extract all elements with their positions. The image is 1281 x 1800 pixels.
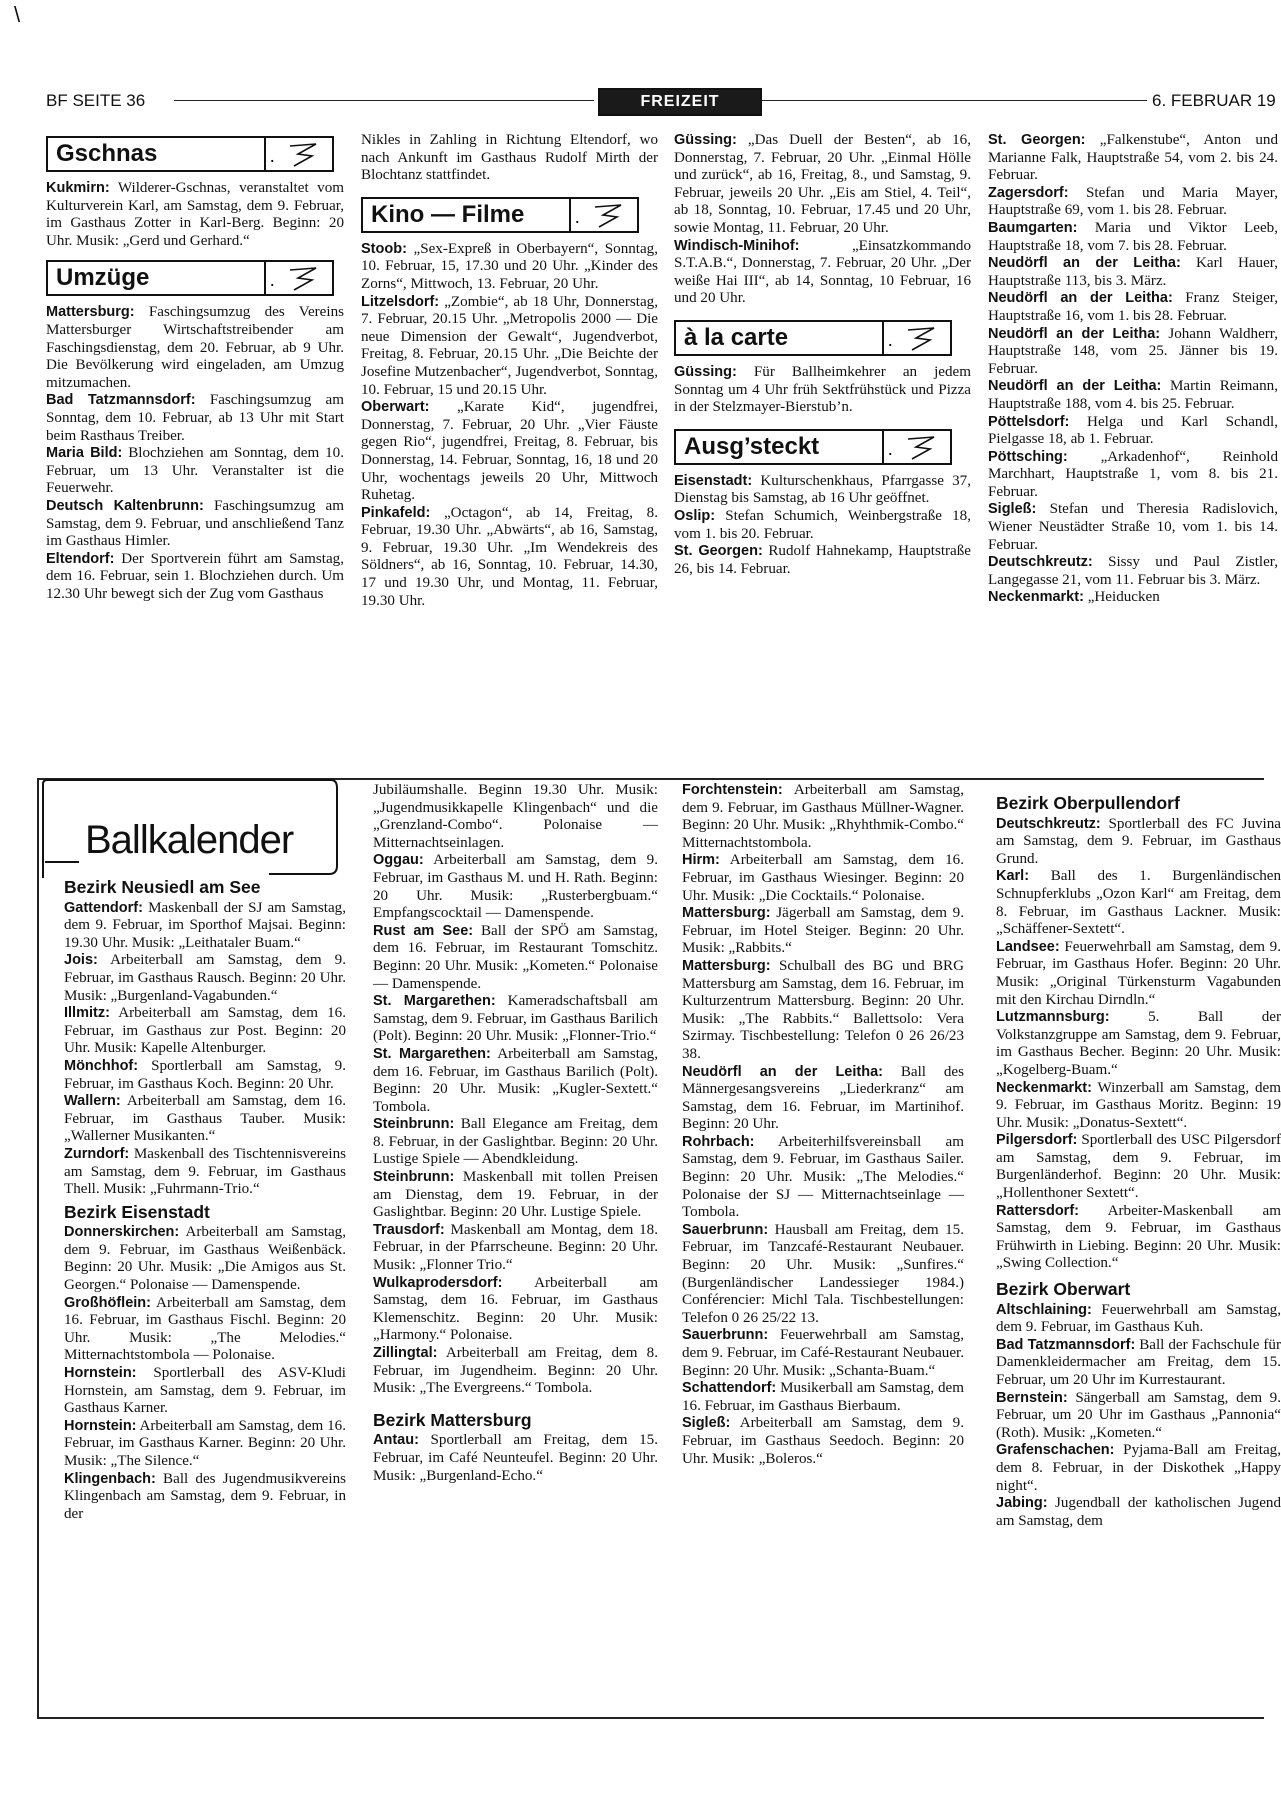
article: Litzelsdorf: „Zombie“, ab 18 Uhr, Donnerstag, 7. Februar, 20.15 Uhr. „Metropolis 2000 — Die neue Dimension der Gewalt“, Jugendverbot, Freitag, 8. Februar, 20.15 Uhr. „Die Beichte der Josefine Mutzenbacher“, Jugendverbot, Sonntag, 10. Februar, 15 und 20.15 Uhr. bbox=[361, 293, 658, 398]
ball-entry: Sauerbrunn: Hausball am Freitag, dem 15. Februar, im Tanzcafé-Restaurant Neubauer. Beginn: 20 Uhr. Musik: „Sunfires.“ (Burgenländischer Landessieger 1984.) Conférencier: Michl Tala. Tischbestellungen: Telefon 0 26 25/22 13. bbox=[682, 1221, 964, 1326]
issue-date: 6. FEBRUAR 19 bbox=[1152, 91, 1276, 110]
header-rule-right bbox=[762, 100, 1147, 101]
district-heading: Bezirk Eisenstadt bbox=[64, 1201, 210, 1222]
ball-entry: Hornstein: Sportlerball des ASV-Kludi Hornstein, am Samstag, dem 9. Februar, im Gasthaus Karner. bbox=[64, 1365, 346, 1417]
ball-entry: Hornstein: Arbeiterball am Samstag, dem 16. Februar, im Gasthaus Karner. Beginn: 20 Uhr. Musik: „The Silence.“ bbox=[64, 1417, 346, 1469]
article: Pöttsching: „Arkadenhof“, Reinhold Marchhart, Hauptstraße 1, vom 8. bis 21. Februar. bbox=[988, 448, 1278, 500]
ball-entry: Neudörfl an der Leitha: Ball des Männergesangsvereins „Liederkranz“ am Samstag, dem 16. Februar, im Martinihof. Beginn: 20 Uhr. bbox=[682, 1063, 964, 1133]
article: Bad Tatzmannsdorf: Faschingsumzug am Sonntag, dem 10. Februar, ab 13 Uhr mit Start beim Rasthaus Treiber. bbox=[46, 392, 344, 444]
ball-entry: Jabing: Jugendball der katholischen Jugend am Samstag, dem bbox=[996, 1495, 1281, 1529]
rubric-gschnas bbox=[46, 136, 344, 172]
svg-text:.: . bbox=[270, 270, 275, 291]
column-3 bbox=[674, 132, 971, 752]
article: Mattersburg: Faschingsumzug des Vereins Mattersburger Wirtschaftstreibender am Faschingsdienstag, dem 20. Februar, ab 9 Uhr. Die Bevölkerung wird eingeladen, am Umzug mitzumachen. bbox=[46, 304, 344, 391]
pen-icon bbox=[880, 320, 952, 356]
article: Neudörfl an der Leitha: Johann Waldherr, Hauptstraße 148, vom 25. Jänner bis 19. Februar. bbox=[988, 325, 1278, 377]
ball-entry: Rohrbach: Arbeiterhilfsvereinsball am Samstag, dem 9. Februar, im Gasthaus Sailer. Beginn: 20 Uhr. Musik: „The Melodies.“ Polonaise der SJ — Mitternachtseinlage — Tombola. bbox=[682, 1133, 964, 1221]
article: Maria Bild: Blochziehen am Sonntag, dem 10. Februar, um 13 Uhr. Veranstalter ist die Feuerwehr. bbox=[46, 445, 344, 497]
ball-entry: Hirm: Arbeiterball am Samstag, dem 16. Februar, im Gasthaus Wiesinger. Beginn: 20 Uhr. Musik: „Die Cocktails.“ Polonaise. bbox=[682, 852, 964, 904]
ball-entry: Sigleß: Arbeiterball am Samstag, dem 9. Februar, im Gasthaus Seedoch. Beginn: 20 Uhr. Musik: „Boleros.“ bbox=[682, 1415, 964, 1467]
article: Güssing: Für Ballheimkehrer an jedem Sonntag um 4 Uhr früh Sektfrühstück und Pizza in der Stelzmayer-Bierstub’n. bbox=[674, 363, 971, 416]
ball-entry: Steinbrunn: Ball Elegance am Freitag, dem 8. Februar, in der Gaslightbar. Beginn: 20 Uhr. Lustige Spiele — Abendkleidung. bbox=[373, 1116, 658, 1168]
district-heading: Bezirk Mattersburg bbox=[373, 1409, 532, 1430]
article: Oslip: Stefan Schumich, Weinbergstraße 18, vom 1. bis 20. Februar. bbox=[674, 507, 971, 542]
section-title: FREIZEIT bbox=[598, 88, 762, 116]
article-continued: Nikles in Zahling in Richtung Eltendorf, wo nach Ankunft im Gasthaus Rudolf Mirth der Blochtanz stattfindet. bbox=[361, 132, 658, 184]
rubric-title: Kino — Filme bbox=[361, 197, 571, 233]
ball-entry-continued: Jubiläumshalle. Beginn 19.30 Uhr. Musik: „Jugendmusikkapelle Klingenbach“ und die „Grenzland-Combo“. Polonaise — Mitternachtseinlagen. bbox=[373, 782, 658, 851]
ball-entry: Grafenschachen: Pyjama-Ball am Freitag, dem 8. Februar, in der Diskothek „Happy night“. bbox=[996, 1442, 1281, 1494]
article: Stoob: „Sex-Expreß in Oberbayern“, Sonntag, 10. Februar, 15, 17.30 und 20 Uhr. „Kinder des Zorns“, Mittwoch, 13. Februar, 20 Uhr. bbox=[361, 240, 658, 292]
article: Neudörfl an der Leitha: Karl Hauer, Hauptstraße 113, bis 3. März. bbox=[988, 255, 1278, 289]
ball-column-4 bbox=[996, 790, 1281, 1702]
article: Güssing: „Das Duell der Besten“, ab 16, Donnerstag, 7. Februar, 20 Uhr. „Einmal Hölle und zurück“, ab 16, Freitag, 8., und Samstag, 9. Februar, jeweils 20 Uhr. „Eis am Stiel, 4. Teil“, ab 18, Sonntag, 10. Februar, 17.45 und 20 Uhr, sowie Montag, 11. Februar, 20 Uhr. bbox=[674, 132, 971, 236]
ball-entry: Deutschkreutz: Sportlerball des FC Juvina am Samstag, dem 9. Februar, im Gasthaus Grund. bbox=[996, 815, 1281, 867]
article: Eltendorf: Der Sportverein führt am Samstag, dem 16. Februar, sein 1. Blochziehen durch. Um 12.30 Uhr bewegt sich der Zug vom Gasthaus bbox=[46, 550, 344, 602]
ball-entry: Neckenmarkt: Winzerball am Samstag, dem 9. Februar, im Gasthaus Moritz. Beginn: 19 Uhr. Musik: „Donatus-Sextett“. bbox=[996, 1079, 1281, 1131]
svg-text:.: . bbox=[270, 146, 275, 166]
article: Eisenstadt: Kulturschenkhaus, Pfarrgasse 37, Dienstag bis Samstag, ab 16 Uhr geöffnet. bbox=[674, 472, 971, 507]
pen-icon bbox=[262, 260, 334, 296]
ball-entry: Illmitz: Arbeiterball am Samstag, dem 16. Februar, im Gasthaus zur Post. Beginn: 20 Uhr. Musik: Kapelle Altenburger. bbox=[64, 1005, 346, 1057]
ball-entry: Sauerbrunn: Feuerwehrball am Samstag, dem 9. Februar, im Café-Restaurant Neubauer. Beginn: 20 Uhr. Musik: „Schanta-Buam.“ bbox=[682, 1327, 964, 1379]
ball-entry: Schattendorf: Musikerball am Samstag, dem 16. Februar, im Gasthaus Bierbaum. bbox=[682, 1380, 964, 1414]
svg-text:.: . bbox=[888, 329, 893, 350]
ball-entry: St. Margarethen: Kameradschaftsball am Samstag, dem 9. Februar, im Gasthaus Barilich (Polt). Beginn: 20 Uhr. Musik: „Flonner-Trio.“ bbox=[373, 993, 658, 1045]
pen-icon bbox=[880, 429, 952, 465]
article: Neudörfl an der Leitha: Martin Reimann, Hauptstraße 188, vom 4. bis 25. Februar. bbox=[988, 378, 1278, 412]
article: Pinkafeld: „Octagon“, ab 14, Freitag, 8. Februar, 19.30 Uhr. „Abwärts“, ab 16, Samstag, 9. Februar, 19.30 Uhr. „Im Wendekreis des Söldners“, ab 16, Sonntag, 10. Februar, 14.30, 17 und 19.30 Uhr, und Montag, 11. Februar, 19.30 Uhr. bbox=[361, 504, 658, 609]
pen-icon bbox=[262, 136, 334, 172]
ball-entry: Trausdorf: Maskenball am Montag, dem 18. Februar, in der Pfarrscheune. Beginn: 20 Uhr. Musik: „Flonner Trio.“ bbox=[373, 1221, 658, 1274]
article: St. Georgen: „Falkenstube“, Anton und Marianne Falk, Hauptstraße 54, vom 2. bis 24. Februar. bbox=[988, 132, 1278, 184]
article: Deutschkreutz: Sissy und Paul Zistler, Langegasse 21, vom 11. Februar bis 3. März. bbox=[988, 554, 1278, 588]
ball-entry: Jois: Arbeiterball am Samstag, dem 9. Februar, im Gasthaus Rausch. Beginn: 20 Uhr. Musik: „Burgenland-Vagabunden.“ bbox=[64, 952, 346, 1004]
ball-entry: Rattersdorf: Arbeiter-Maskenball am Samstag, dem 9. Februar, im Gasthaus Frühwirth in Liebing. Beginn: 20 Uhr. Musik: „Swing Collection.“ bbox=[996, 1202, 1281, 1272]
ball-entry: Antau: Sportlerball am Freitag, dem 15. Februar, im Café Neunteufel. Beginn: 20 Uhr. Musik: „Burgenland-Echo.“ bbox=[373, 1432, 658, 1484]
ball-entry: Rust am See: Ball der SPÖ am Samstag, dem 16. Februar, im Restaurant Tomschitz. Beginn: 20 Uhr. Musik: „Kometen.“ Polonaise — Damenspende. bbox=[373, 922, 658, 992]
article: Neckenmarkt: „Heiducken bbox=[988, 589, 1160, 606]
svg-text:.: . bbox=[888, 438, 893, 459]
article: Pöttelsdorf: Helga und Karl Schandl, Pielgasse 18, ab 1. Februar. bbox=[988, 413, 1278, 448]
ball-entry: Großhöflein: Arbeiterball am Samstag, dem 16. Februar, im Gasthaus Fischl. Beginn: 20 Uhr. Musik: „The Melodies.“ Mitternachtstombola — Polonaise. bbox=[64, 1294, 346, 1364]
district-heading: Bezirk Oberpullendorf bbox=[996, 793, 1180, 813]
ball-entry: Oggau: Arbeiterball am Samstag, dem 9. Februar, im Gasthaus M. und H. Rath. Beginn: 20 Uhr. Musik: „Rusterbergbuam.“ Empfangscocktail — Damenspende. bbox=[373, 852, 658, 922]
district-heading: Bezirk Oberwart bbox=[996, 1279, 1131, 1300]
article: Neudörfl an der Leitha: Franz Steiger, Hauptstraße 16, vom 1. bis 28. Februar. bbox=[988, 290, 1278, 324]
ball-entry: Zillingtal: Arbeiterball am Freitag, dem 8. Februar, im Jugendheim. Beginn: 20 Uhr. Musik: „The Evergreens.“ Tombola. bbox=[373, 1345, 658, 1397]
article: Deutsch Kaltenbrunn: Faschingsumzug am Samstag, dem 9. Februar, und anschließend Tanz im Gasthaus Himler. bbox=[46, 497, 344, 550]
article: Oberwart: „Karate Kid“, jugendfrei, Donnerstag, 7. Februar, 20 Uhr. „Vier Fäuste gegen Rio“, jugendfrei, Freitag, 8. Februar, bis Donnerstag, 14. Februar, Sonntag, 16, 18 und 20 Uhr, wochentags jeweils 20 Uhr, Mittwoch Ruhetag. bbox=[361, 399, 658, 504]
ball-entry: Forchtenstein: Arbeiterball am Samstag, dem 9. Februar, im Gasthaus Müllner-Wagner. Beginn: 20 Uhr. Musik: „Rhyhthmik-Combo.“ Mitternachtstombola. bbox=[682, 782, 964, 851]
article: Sigleß: Stefan und Theresia Radislovich, Wiener Neustädter Straße 10, vom 1. bis 14. Februar. bbox=[988, 501, 1278, 553]
article: Zagersdorf: Stefan und Maria Mayer, Hauptstraße 69, vom 1. bis 28. Februar. bbox=[988, 184, 1278, 219]
column-2 bbox=[361, 132, 658, 752]
column-4 bbox=[988, 132, 1278, 752]
ball-entry: Wulkaprodersdorf: Arbeiterball am Samstag, dem 16. Februar, im Gasthaus Klemenschitz. Beginn: 20 Uhr. Musik: „Harmony.“ Polonaise. bbox=[373, 1274, 658, 1344]
rubric-alacarte bbox=[674, 320, 971, 356]
ball-entry: Altschlaining: Feuerwehrball am Samstag, dem 9. Februar, im Gasthaus Kuh. bbox=[996, 1301, 1281, 1336]
article: Kukmirn: Wilderer-Gschnas, veranstaltet vom Kulturverein Karl, am Samstag, dem 9. Februar, im Gasthaus Zotter in Karl-Berg. Beginn: 20 Uhr. Musik: „Gerd und Gerhard.“ bbox=[46, 180, 344, 249]
district-heading: Bezirk Neusiedl am See bbox=[64, 877, 261, 897]
ball-entry: St. Margarethen: Arbeiterball am Samstag, dem 16. Februar, im Gasthaus Barilich (Polt). Beginn: 20 Uhr. Musik: „Kugler-Sextett.“ Tombola. bbox=[373, 1045, 658, 1115]
rubric-kino bbox=[361, 197, 658, 233]
ball-entry: Mattersburg: Schulball des BG und BRG Mattersburg am Samstag, dem 16. Februar, im Kulturzentrum Mattersburg. Beginn: 20 Uhr. Musik: „The Rabbits.“ Ballettsolo: Vera Szirmay. Tischbestellung: Telefon 0 26 26/23 38. bbox=[682, 957, 964, 1062]
ballkalender-header bbox=[39, 778, 339, 884]
ball-entry: Karl: Ball des 1. Burgenländischen Schnupferklubs „Ozon Karl“ am Freitag, dem 8. Februar, im Gasthaus Lackner. Musik: „Schäffener-Sextett“. bbox=[996, 868, 1281, 938]
ball-entry: Steinbrunn: Maskenball mit tollen Preisen am Dienstag, dem 19. Februar, in der Gaslightbar. Beginn: 20 Uhr. Lustige Spiele. bbox=[373, 1169, 658, 1221]
article: Baumgarten: Maria und Viktor Leeb, Hauptstraße 18, vom 7. bis 28. Februar. bbox=[988, 219, 1278, 254]
pen-icon bbox=[567, 197, 639, 233]
svg-text:.: . bbox=[575, 206, 580, 227]
ball-entry: Mönchhof: Sportlerball am Samstag, 9. Februar, im Gasthaus Koch. Beginn: 20 Uhr. bbox=[64, 1057, 346, 1092]
ball-entry: Landsee: Feuerwehrball am Samstag, dem 9. Februar, im Gasthaus Hofer. Beginn: 20 Uhr. Musik: „Original Türkensturm Vagabunden mit den Kirchau Dirndln.“ bbox=[996, 938, 1281, 1008]
ballkalender-title: Ballkalender bbox=[85, 818, 294, 862]
column-1 bbox=[46, 132, 344, 752]
ball-entry: Zurndorf: Maskenball des Tischtennisvereins am Samstag, dem 9. Februar, im Gasthaus Thell. Musik: „Fuhrmann-Trio.“ bbox=[64, 1145, 346, 1198]
article: St. Georgen: Rudolf Hahnekamp, Hauptstraße 26, bis 14. Februar. bbox=[674, 543, 972, 577]
ball-entry: Wallern: Arbeiterball am Samstag, dem 16. Februar, im Gasthaus Tauber. Musik: „Wallerner Musikanten.“ bbox=[64, 1093, 346, 1145]
ball-entry: Gattendorf: Maskenball der SJ am Samstag, dem 9. Februar, im Sporthof Majsai. Beginn: 19.30 Uhr. Musik: „Leithataler Buam.“ bbox=[64, 899, 346, 951]
rubric-ausgsteckt bbox=[674, 429, 971, 465]
page-number: BF SEITE 36 bbox=[46, 91, 146, 110]
ball-entry: Mattersburg: Jägerball am Samstag, dem 9. Februar, im Hotel Steiger. Beginn: 20 Uhr. Musik: „Rabbits.“ bbox=[682, 905, 964, 957]
ball-entry: Donnerskirchen: Arbeiterball am Samstag, dem 9. Februar, im Gasthaus Weißenbäck. Beginn: 20 Uhr. Musik: „Die Amigos aus St. Georgen.“ Polonaise — Damenspende. bbox=[64, 1224, 346, 1294]
article: Windisch-Minihof: „Einsatzkommando S.T.A.B.“, Donnerstag, 7. Februar, 20 Uhr. „Der weiße Hai III“, ab 14, Sonntag, 10 Februar, 16 und 20 Uhr. bbox=[674, 237, 971, 307]
ball-entry: Bad Tatzmannsdorf: Ball der Fachschule für Damenkleidermacher am Freitag, dem 15. Februar, um 20 Uhr im Kurrestaurant. bbox=[996, 1336, 1281, 1388]
ball-entry: Bernstein: Sängerball am Samstag, dem 9. Februar, um 20 Uhr im Gasthaus „Pannonia“ (Roth). Musik: „Kometen.“ bbox=[996, 1389, 1281, 1441]
rubric-title: Umzüge bbox=[46, 260, 266, 296]
ball-entry: Pilgersdorf: Sportlerball des USC Pilgersdorf am Samstag, dem 9. Februar, im Burgenländerhof. Beginn: 20 Uhr. Musik: „Hollenthoner Sextett“. bbox=[996, 1132, 1281, 1202]
ball-column-2 bbox=[373, 782, 658, 1702]
corner-mark: \ bbox=[14, 2, 21, 27]
header-rule-left bbox=[174, 100, 594, 101]
page-header bbox=[46, 88, 1276, 114]
ball-column-1 bbox=[64, 874, 346, 1704]
ball-entry: Klingenbach: Ball des Jugendmusikvereins Klingenbach am Samstag, dem 9. Februar, in der bbox=[64, 1470, 346, 1522]
rubric-title: Ausg’steckt bbox=[674, 429, 884, 465]
ball-entry: Lutzmannsburg: 5. Ball der Volkstanzgruppe am Samstag, dem 9. Februar, im Gasthaus Becher. Beginn: 20 Uhr. Musik: „Kogelberg-Buam.“ bbox=[996, 1009, 1281, 1078]
ball-column-3 bbox=[682, 782, 964, 1702]
rubric-umzuege bbox=[46, 260, 344, 296]
rubric-title: Gschnas bbox=[46, 136, 266, 172]
rubric-title: à la carte bbox=[674, 320, 884, 356]
